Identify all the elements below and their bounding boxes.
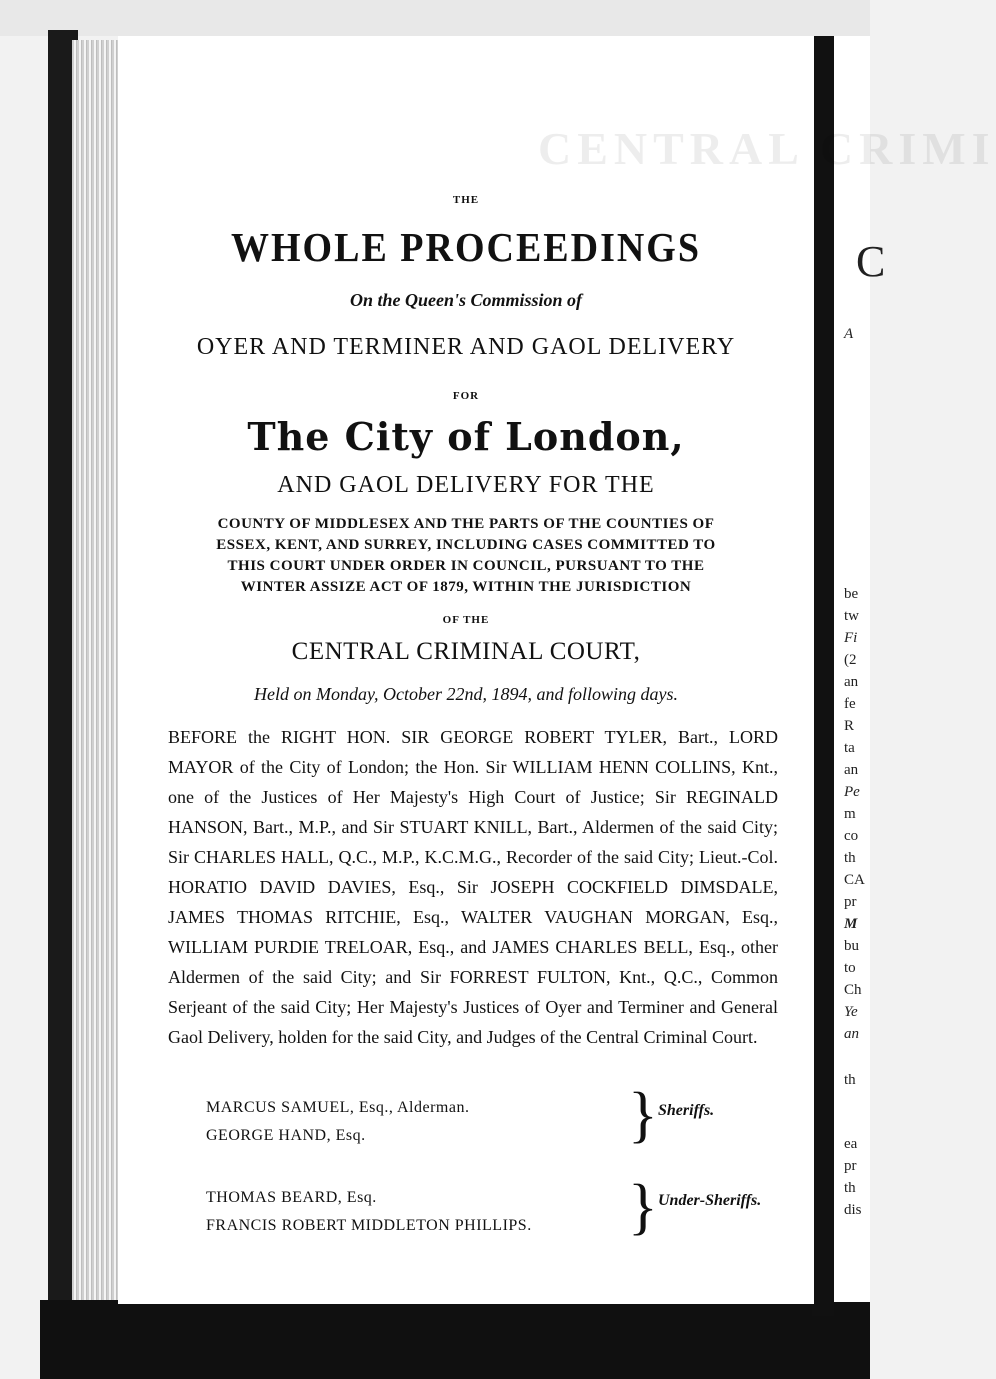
sheriffs-names bbox=[206, 1094, 469, 1150]
county-line: COUNTY OF MIDDLESEX AND THE PARTS OF THE COUNTIES OF bbox=[217, 516, 715, 532]
facing-page-fragment: an bbox=[844, 674, 859, 690]
gaol-delivery-line: AND GAOL DELIVERY FOR THE bbox=[277, 472, 655, 498]
header-of-the: OF THE bbox=[442, 614, 490, 626]
show-through-ghost: CENTRAL CRIMI bbox=[538, 123, 996, 174]
county-line: WINTER ASSIZE ACT OF 1879, WITHIN THE JURISDICTION bbox=[240, 579, 692, 595]
facing-page-fragment: to bbox=[844, 960, 856, 976]
facing-page-fragment: A bbox=[844, 326, 854, 342]
facing-page-fragment: an bbox=[844, 762, 859, 778]
brace-icon: } bbox=[628, 1081, 658, 1149]
brace-icon: } bbox=[628, 1173, 658, 1241]
book-gutter bbox=[812, 36, 834, 1316]
facing-page-fragment: th bbox=[844, 850, 856, 866]
under-sheriff-name: THOMAS BEARD, Esq. bbox=[206, 1189, 377, 1206]
commission-title: OYER AND TERMINER AND GAOL DELIVERY bbox=[196, 334, 736, 360]
facing-page-fragment: th bbox=[844, 1180, 856, 1196]
judges-paragraph: BEFORE the RIGHT HON. SIR GEORGE ROBERT TYLER, Bart., LORD MAYOR of the City of London; the Hon. Sir WILLIAM HENN COLLINS, Knt., one of the Justices of Her Majesty's High Court of Justice; Sir REGINALD HANSON, Bart., M.P., and Sir STUART KNILL, Bart., Aldermen of the said City; Sir CHARLES HALL, Q.C., M.P., K.C.M.G., Recorder of the said City; Lieut.-Col. HORATIO DAVID DAVIES, Esq., Sir JOSEPH COCKFIELD DIMSDALE, JAMES THOMAS RITCHIE, Esq., WALTER VAUGHAN MORGAN, Esq., WILLIAM PURDIE TRELOAR, Esq., and JAMES CHARLES BELL, Esq., other Aldermen of the said City; and Sir FORREST FULTON, Knt., Q.C., Common Serjeant of the said City; Her Majesty's Justices of Oyer and Terminer and General Gaol Delivery, holden for the said City, and Judges of the Central Criminal Court. bbox=[168, 727, 778, 1047]
header-for: FOR bbox=[452, 390, 480, 402]
facing-page-fragment: ea bbox=[844, 1136, 858, 1152]
facing-page-fragment: bu bbox=[844, 938, 859, 954]
session-date: Held on Monday, October 22nd, 1894, and following days. bbox=[254, 684, 678, 704]
county-block bbox=[118, 514, 814, 598]
header-the: THE bbox=[452, 194, 480, 206]
county-line: THIS COURT UNDER ORDER IN COUNCIL, PURSUANT TO THE bbox=[227, 558, 705, 574]
facing-page-fragment: m bbox=[844, 806, 856, 822]
facing-page-fragment: tw bbox=[844, 608, 859, 624]
under-sheriffs-label: Under-Sheriffs. bbox=[658, 1192, 762, 1209]
under-sheriff-name: FRANCIS ROBERT MIDDLETON PHILLIPS. bbox=[206, 1217, 532, 1234]
facing-page-fragment: C bbox=[856, 237, 886, 286]
court-name: CENTRAL CRIMINAL COURT, bbox=[291, 638, 641, 665]
facing-page-fragment: th bbox=[844, 1072, 856, 1088]
facing-page-fragment: fe bbox=[844, 696, 856, 712]
facing-page-fragment: pr bbox=[844, 1158, 857, 1174]
sheriff-name: MARCUS SAMUEL, Esq., Alderman. bbox=[206, 1099, 470, 1116]
sheriffs-label: Sheriffs. bbox=[658, 1102, 715, 1119]
facing-page-fragment: dis bbox=[844, 1202, 862, 1218]
facing-page bbox=[834, 36, 886, 1302]
facing-page-fragment: Pe bbox=[844, 784, 860, 800]
sheriff-name: GEORGE HAND, Esq. bbox=[206, 1127, 366, 1144]
facing-page-fragment: R bbox=[844, 718, 855, 734]
facing-page-fragment: pr bbox=[844, 894, 857, 910]
facing-page-fragment: an bbox=[844, 1026, 859, 1042]
facing-page-fragment: CA bbox=[844, 872, 865, 888]
facing-page-fragment: Ch bbox=[844, 982, 862, 998]
page-title: WHOLE PROCEEDINGS bbox=[230, 225, 702, 271]
facing-page-fragment: Ye bbox=[844, 1004, 858, 1020]
facing-page-fragment: M bbox=[844, 916, 858, 932]
commission-subtitle: On the Queen's Commission of bbox=[349, 290, 583, 310]
facing-page-fragment: Fi bbox=[844, 630, 858, 646]
page-edges bbox=[72, 40, 122, 1310]
scan-background-bottom bbox=[40, 1300, 870, 1379]
scan-background-top bbox=[0, 0, 870, 36]
under-sheriffs-names bbox=[206, 1184, 532, 1240]
facing-page-fragment: ta bbox=[844, 740, 855, 756]
facing-page-fragment: (2 bbox=[844, 652, 857, 668]
city-heading: The City of London, bbox=[247, 414, 685, 459]
facing-page-fragment: co bbox=[844, 828, 859, 844]
county-line: ESSEX, KENT, AND SURREY, INCLUDING CASES COMMITTED TO bbox=[216, 537, 716, 553]
facing-page-fragment: be bbox=[844, 586, 859, 602]
